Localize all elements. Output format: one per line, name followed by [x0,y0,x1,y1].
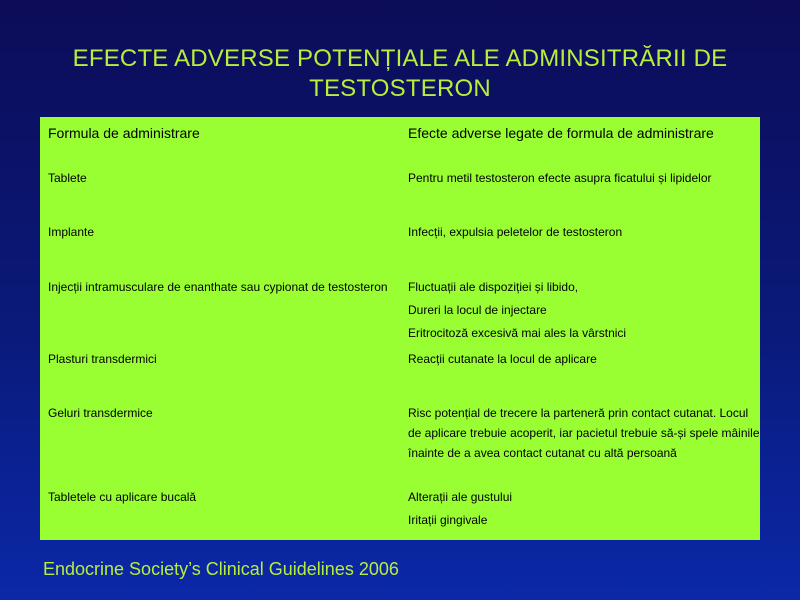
effects-cell [400,403,760,487]
source-citation: Endocrine Society’s Clinical Guidelines 2006 [43,559,399,579]
effects-cell [400,275,760,349]
effects-cell [400,222,760,275]
slide-title-line-1: EFECTE ADVERSE POTENȚIALE ALE ADMINSITRĂRII DE [72,45,728,72]
header-effects: Efecte adverse legate de formula de administrare [408,125,714,141]
adverse-effects-table-container [40,117,760,540]
effects-cell [400,487,760,533]
effect-line: Fluctuații ale dispoziției și libido, [408,280,579,294]
table-row [40,349,760,403]
effect-line: Dureri la locul de injectare [408,303,547,317]
effect-line: Alterații ale gustului [408,490,513,504]
effects-cell [400,349,760,403]
table-row [40,403,760,487]
formula-cell: Tablete [48,171,87,185]
formula-cell: Geluri transdermice [48,406,153,420]
effect-line: Reacții cutanate la locul de aplicare [408,352,597,366]
effect-line: Iritații gingivale [408,513,488,527]
formula-cell: Injecții intramusculare de enanthate sau cypionat de testosteron [48,280,388,294]
slide-title [0,44,800,104]
header-formula: Formula de administrare [48,125,200,141]
formula-cell: Implante [48,225,95,239]
formula-cell: Tabletele cu aplicare bucală [48,490,197,504]
effect-line: Eritrocitoză excesivă mai ales la vârstnici [408,326,627,340]
adverse-effects-table [40,117,760,533]
effects-cell [400,168,760,222]
table-row [40,168,760,222]
table-row [40,275,760,349]
effect-line: Risc potențial de trecere la parteneră prin contact cutanat. Locul de aplicare trebuie acoperit, iar pacietul trebuie să-și spele mâinile înainte de a avea contact cutanat cu altă persoană [408,406,760,460]
slide-title-line-2: TESTOSTERON [309,75,491,102]
formula-cell: Plasturi transdermici [48,352,157,366]
effect-line: Infecții, expulsia peletelor de testosteron [408,225,623,239]
effect-line: Pentru metil testosteron efecte asupra ficatului și lipidelor [408,171,712,185]
table-header-row [40,117,760,168]
table-row [40,222,760,275]
table-row [40,487,760,533]
